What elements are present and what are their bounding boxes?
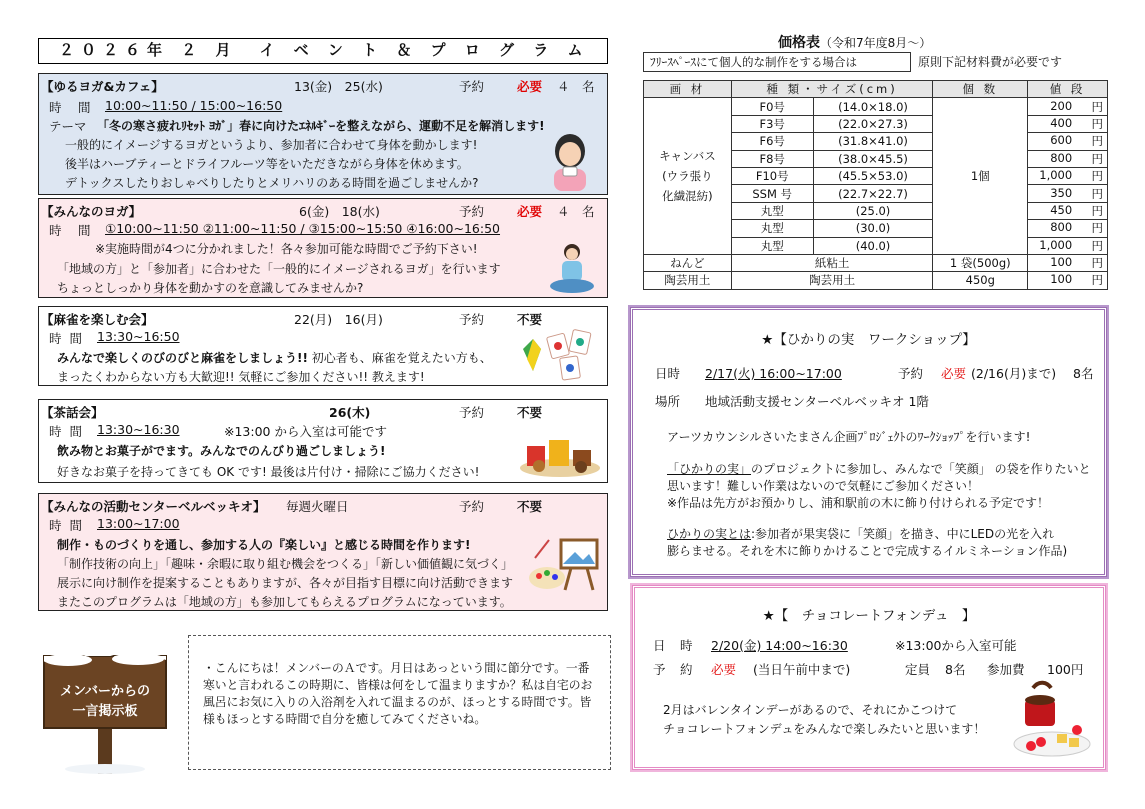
price-header-price: 値 段 (1028, 81, 1108, 98)
canvas-price-value: 350 (1050, 185, 1073, 200)
workshop-text4: ※作品は先方がお預かりし、浦和駅前の木に飾り付けられる予定です！ (667, 496, 1050, 510)
canvas-price-cell (1028, 150, 1108, 167)
tea-reserve-value: 不要 (517, 405, 543, 420)
yoga-cafe-capacity: ４ 名 (557, 79, 595, 94)
workshop-reserve-note: (2/16(月)まで) (971, 366, 1057, 381)
yoga-cafe-time-value: 10:00~11:50 / 15:00~16:50 (105, 98, 283, 113)
clay-type: 紙粘土 (731, 254, 933, 271)
clay-price-row (644, 272, 1108, 289)
yoga-cafe-line1: 一般的にイメージするヨガというより、参加者に合わせて身体を動かします! (65, 138, 478, 152)
yoga-cafe-line3: デトックスしたりおしゃべりしたりとメリハリのある時間を過ごしませんか? (65, 176, 479, 190)
canvas-material-line: 化繊混紡) (662, 189, 713, 204)
minna-yoga-time-value: ①10:00~11:50 ②11:00~11:50 / ③15:00~15:50 ④16:00~16:50 (105, 221, 501, 236)
canvas-price-cell (1028, 185, 1108, 202)
price-table-header-row (644, 81, 1108, 98)
mahjong-line2: まったくわからない方も大歓迎!! 気軽にご参加ください!! 教えます! (57, 370, 425, 384)
activity-time-label: 時 間 (49, 518, 84, 533)
canvas-price-value: 1,000 (1039, 237, 1073, 252)
mahjong-line1-bold: みんなで楽しくのびのびと麻雀をしましょう!! (57, 351, 308, 365)
yoga-cafe-time-label: 時 間 (49, 100, 93, 115)
meditating-person-illustration (547, 241, 597, 295)
activity-header: 【みんなの活動センターベルベッキオ】 (41, 499, 266, 514)
yen-unit: 円 (1091, 151, 1103, 166)
minna-yoga-line2: ちょっとしっかり身体を動かすのを意識してみませんか? (57, 281, 364, 295)
tea-header: 【茶話会】 (41, 405, 104, 420)
canvas-size-name: SSM 号 (731, 185, 813, 202)
workshop-place-value: 地域活動支援センターベルベッキオ 1階 (705, 394, 929, 409)
canvas-size-dimensions: (30.0) (813, 220, 933, 237)
activity-line3: 展示に向け制作を提案することもありますが、各々が目指す目標に向け活動できます (57, 576, 514, 590)
price-header-count: 個 数 (933, 81, 1028, 98)
fondue-date-label: 日 時 (653, 638, 694, 653)
tea-time-note: ※13:00 から入室は可能です (224, 424, 387, 439)
woman-drinking-tea-illustration (544, 129, 596, 191)
minna-yoga-note: ※実施時間が4つに分かれました！各々参加可能な時間でご予約下さい! (95, 242, 478, 256)
workshop-date-label: 日時 (655, 366, 681, 381)
fondue-reserve-note: (当日午前中まで) (753, 662, 851, 677)
fondue-capacity-value: 8名 (945, 662, 966, 677)
canvas-size-name: 丸型 (731, 237, 813, 254)
activity-line1: 制作・ものづくりを通し、参加する人の『楽しい』と感じる時間を作ります! (57, 538, 471, 552)
workshop-text3: 思います！難しい作業はないので気軽にご参加ください！ (667, 479, 980, 493)
canvas-price-value: 400 (1050, 115, 1073, 130)
minna-yoga-capacity: ４ 名 (557, 204, 595, 219)
mahjong-time-label: 時 間 (49, 331, 84, 346)
workshop-text1: アーツカウンシルさいたまさん企画ﾌﾟﾛｼﾞｪｸﾄのﾜｰｸｼｮｯﾌﾟを行います! (667, 430, 1031, 444)
minna-yoga-header: 【みんなのヨガ】 (41, 204, 142, 219)
minna-yoga-card (38, 198, 608, 298)
canvas-price-value: 200 (1050, 98, 1073, 113)
yoga-cafe-theme-text: 「冬の寒さ疲れﾘｾｯﾄ ﾖｶﾞ」春に向けたｴﾈﾙｷﾞｰを整えながら、運動不足を解消します! (97, 119, 545, 133)
yen-unit: 円 (1091, 256, 1103, 271)
clay-material: 陶芸用土 (644, 272, 732, 289)
price-header-material: 画 材 (644, 81, 732, 98)
canvas-size-dimensions: (38.0×45.5) (813, 150, 933, 167)
canvas-price-value: 800 (1050, 220, 1073, 235)
activity-reserve-value: 不要 (517, 499, 543, 514)
yoga-cafe-line2: 後半はハーブティーとドライフルーツ等をいただきながら身体を休めます。 (65, 157, 469, 171)
yen-unit: 円 (1091, 169, 1103, 184)
page-title: ２０２６年 ２ 月 イ ベ ン ト ＆ プ ロ グ ラ ム (38, 38, 608, 64)
free-space-box: ﾌﾘｰｽﾍﾟｰｽにて個人的な制作をする場合は (643, 52, 911, 72)
yen-unit: 円 (1091, 238, 1103, 253)
clay-price-cell (1028, 272, 1108, 289)
price-title-note: （令和7年度8月〜） (820, 36, 932, 50)
canvas-size-dimensions: (31.8×41.0) (813, 133, 933, 150)
tea-party-card (38, 399, 608, 483)
activity-line4: またこのプログラムは「地域の方」も参加してもらえるプログラムになっています。 (57, 595, 512, 609)
yen-unit: 円 (1091, 273, 1103, 288)
sign-line2: 一言掲示板 (72, 704, 138, 719)
yoga-cafe-header: 【ゆるヨガ&カフェ】 (41, 79, 164, 94)
mahjong-dates: 22(月) 16(月) (294, 312, 383, 327)
canvas-material-line: キャンバス (659, 149, 716, 164)
fondue-date-value: 2/20(金) 14:00~16:30 (711, 638, 848, 653)
yoga-cafe-dates: 13(金) 25(水) (294, 79, 383, 94)
canvas-size-dimensions: (40.0) (813, 237, 933, 254)
canvas-material-cell (644, 98, 732, 255)
workshop-text6: 膨らませる。それを木に飾りかけることで完成するイルミネーション作品) (667, 544, 1068, 558)
workshop-title: ★【ひかりの実 ワークショップ】 (761, 332, 976, 348)
minna-yoga-dates: 6(金) 18(水) (299, 204, 380, 219)
canvas-price-cell (1028, 115, 1108, 132)
canvas-rows (644, 98, 1108, 255)
workshop-capacity: 8名 (1073, 366, 1094, 381)
tea-time-label: 時 間 (49, 424, 84, 439)
tea-line1: 飲み物とお菓子がでます。みんなでのんびり過ごしましょう! (57, 444, 386, 458)
clay-type: 陶芸用土 (731, 272, 933, 289)
mahjong-tiles-illustration (517, 325, 607, 383)
clay-material: ねんど (644, 254, 732, 271)
yen-unit: 円 (1091, 99, 1103, 114)
canvas-price-cell (1028, 202, 1108, 219)
message-board-sign-text (44, 682, 166, 722)
mahjong-line1 (57, 349, 492, 366)
workshop-date-value: 2/17(火) 16:00~17:00 (705, 366, 842, 381)
clay-price-row (644, 254, 1108, 271)
fondue-text2: チョコレートフォンデュをみんなで楽しみたいと思います！ (663, 722, 986, 736)
canvas-size-dimensions: (22.0×27.3) (813, 115, 933, 132)
fondue-date-note: ※13:00から入室可能 (895, 638, 1017, 653)
clay-price-cell (1028, 254, 1108, 271)
art-supplies-illustration (527, 534, 603, 594)
tea-line2: 好きなお菓子を持ってきても OK です! 最後は片付け・掃除にご協力ください! (57, 465, 480, 479)
canvas-size-dimensions: (14.0×18.0) (813, 98, 933, 115)
clay-rows (644, 254, 1108, 289)
minna-yoga-reserve-value: 必要 (517, 204, 543, 219)
fondue-fee-value: 100円 (1047, 662, 1084, 677)
price-header-type: 種 類・サイズ(cm) (731, 81, 933, 98)
yoga-cafe-theme-label: テーマ (49, 119, 87, 134)
canvas-price-value: 600 (1050, 133, 1073, 148)
activity-dates: 毎週火曜日 (286, 499, 349, 514)
tea-time-value: 13:30~16:30 (97, 422, 180, 437)
canvas-size-dimensions: (45.5×53.0) (813, 167, 933, 184)
yoga-cafe-card (38, 73, 608, 195)
tea-dates: 26(木) (329, 405, 371, 420)
canvas-price-cell (1028, 167, 1108, 184)
yoga-cafe-reserve-value: 必要 (517, 79, 543, 94)
price-title (778, 32, 931, 52)
canvas-price-value: 1,000 (1039, 168, 1073, 183)
chocolate-fondue-illustration (1011, 678, 1093, 760)
member-message: ・こんにちは！メンバーのＡです。月日はあっという間に節分です。一番寒いと言われるこの時期に、皆様は何をして温まりますか？私は自宅のお風呂にお気に入りの入浴剤を入れて温まるのが、ほっとする時間です。皆様もほっとする時間で自分を癒してみてくださいね。 (203, 661, 593, 726)
minna-yoga-time-label: 時 間 (49, 223, 93, 238)
canvas-price-value: 800 (1050, 150, 1073, 165)
workshop-text2-rest: のプロジェクトに参加し、みんなで「笑顔」 の袋を作りたいと (751, 462, 1091, 476)
mahjong-reserve-label: 予約 (459, 312, 485, 327)
fondue-title: ★【 チョコレートフォンデュ 】 (762, 608, 976, 624)
fondue-text1: 2月はバレンタインデーがあるので、それにかこつけて (663, 703, 958, 717)
canvas-price-row (644, 98, 1108, 115)
canvas-size-name: F6号 (731, 133, 813, 150)
free-space-note: 原則下記材料費が必要です (918, 55, 1063, 69)
workshop-reserve-label: 予約 (898, 366, 924, 381)
mahjong-reserve-value: 不要 (517, 312, 543, 327)
clay-count: 450g (933, 272, 1028, 289)
clay-price-value: 100 (1050, 272, 1073, 287)
mahjong-time-value: 13:30~16:50 (97, 329, 180, 344)
member-message-box (188, 635, 611, 770)
minna-yoga-reserve-label: 予約 (459, 204, 485, 219)
activity-reserve-label: 予約 (459, 499, 485, 514)
tea-reserve-label: 予約 (459, 405, 485, 420)
mahjong-header: 【麻雀を楽しむ会】 (41, 312, 154, 327)
workshop-text5-rest: :参加者が果実袋に「笑顔」を描き、中にLEDの光を入れ (751, 527, 1055, 541)
canvas-size-dimensions: (25.0) (813, 202, 933, 219)
clay-price-value: 100 (1050, 255, 1073, 270)
canvas-count-cell: 1個 (933, 98, 1028, 255)
canvas-size-dimensions: (22.7×22.7) (813, 185, 933, 202)
canvas-price-cell (1028, 133, 1108, 150)
workshop-text2 (667, 460, 1091, 477)
workshop-text5 (667, 525, 1054, 542)
workshop-box (630, 307, 1107, 577)
activity-line2: 「制作技術の向上」「趣味・余暇に取り組む機会をつくる」「新しい価値観に気づく」 (57, 557, 514, 571)
canvas-size-name: 丸型 (731, 202, 813, 219)
fondue-reserve-value: 必要 (711, 662, 737, 677)
canvas-material-line: (ウラ張り (662, 169, 713, 184)
yen-unit: 円 (1091, 186, 1103, 201)
activity-center-card (38, 493, 608, 611)
fondue-reserve-label: 予 約 (653, 662, 694, 677)
activity-time-value: 13:00~17:00 (97, 516, 180, 531)
yen-unit: 円 (1091, 134, 1103, 149)
mahjong-line1-rest: 初心者も、麻雀を覚えたい方も、 (311, 351, 492, 365)
canvas-price-cell (1028, 98, 1108, 115)
fondue-capacity-label: 定員 (905, 662, 931, 677)
canvas-size-name: F10号 (731, 167, 813, 184)
clay-count: 1 袋(500g) (933, 254, 1028, 271)
workshop-text5-underline: ひかりの実とは (667, 527, 752, 541)
mahjong-card (38, 306, 608, 386)
canvas-price-value: 450 (1050, 202, 1073, 217)
yen-unit: 円 (1091, 116, 1103, 131)
workshop-reserve-value: 必要 (941, 366, 967, 381)
yoga-cafe-reserve-label: 予約 (459, 79, 485, 94)
yen-unit: 円 (1091, 203, 1103, 218)
workshop-text2-underline: 「ひかりの実」 (667, 462, 752, 476)
price-table (643, 80, 1108, 290)
canvas-size-name: F0号 (731, 98, 813, 115)
canvas-price-cell (1028, 237, 1108, 254)
canvas-size-name: F8号 (731, 150, 813, 167)
workshop-place-label: 場所 (655, 394, 681, 409)
sign-line1: メンバーからの (59, 684, 151, 699)
price-title-text: 価格表 (778, 35, 820, 51)
yen-unit: 円 (1091, 221, 1103, 236)
canvas-size-name: 丸型 (731, 220, 813, 237)
minna-yoga-line1: 「地域の方」と「参加者」に合わせた「一般的にイメージされるヨガ」を行います (57, 262, 501, 276)
fondue-fee-label: 参加費 (987, 662, 1025, 677)
canvas-price-cell (1028, 220, 1108, 237)
fondue-box (632, 585, 1106, 770)
snacks-illustration (517, 432, 603, 480)
canvas-size-name: F3号 (731, 115, 813, 132)
